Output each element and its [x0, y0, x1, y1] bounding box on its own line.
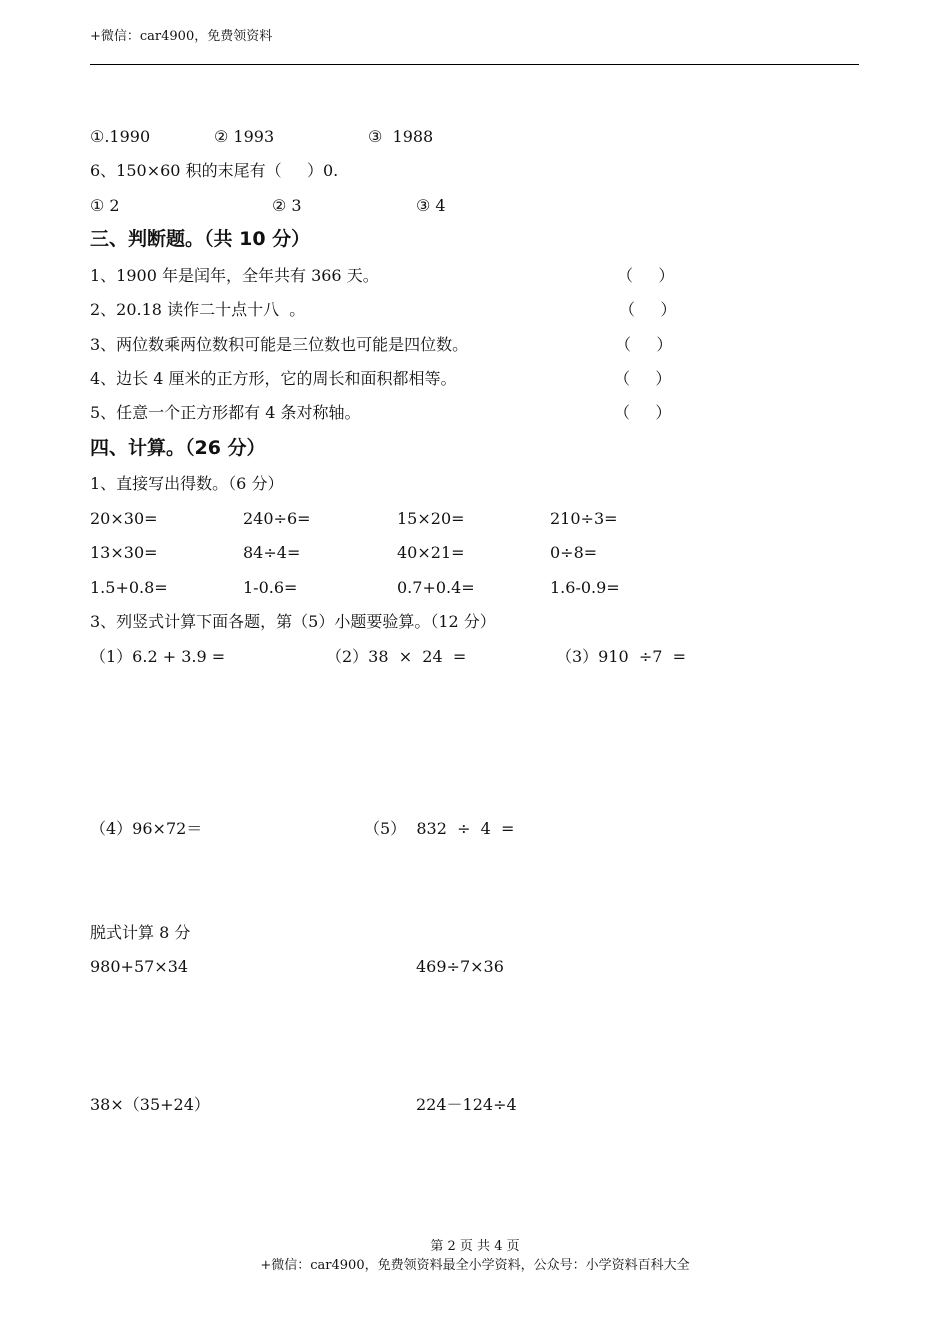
calc-item: 1-0.6=	[243, 578, 298, 597]
judgment-blank-4: （ ）	[614, 369, 672, 388]
calc-item: 240÷6=	[243, 509, 311, 528]
direct-calc-title: 1、直接写出得数。（6 分）	[90, 474, 284, 493]
q5-option-3: ③ 1988	[368, 127, 434, 146]
vertical-item-1: （1）6.2 + 3.9 =	[90, 647, 226, 666]
q6-stem: 6、150×60 积的末尾有（ ）0.	[90, 161, 339, 180]
judgment-blank-1: （ ）	[617, 266, 675, 285]
section4-title: 四、计算。（26 分）	[90, 437, 266, 459]
calc-item: 20×30=	[90, 509, 158, 528]
page-number: 第 2 页 共 4 页	[430, 1239, 520, 1254]
vertical-item-4: （4）96×72＝	[90, 819, 203, 838]
header-divider	[90, 64, 859, 65]
calc-item: 1.6-0.9=	[550, 578, 620, 597]
page-header: +微信：car4900，免费领资料	[90, 29, 273, 44]
judgment-item-1: 1、1900 年是闰年，全年共有 366 天。	[90, 266, 379, 285]
stepwise-item-1: 980+57×34	[90, 957, 189, 976]
vertical-item-3: （3）910 ÷7 =	[556, 647, 687, 666]
q6-option-2: ② 3	[272, 196, 302, 215]
q5-option-1: ①.1990	[90, 127, 151, 146]
judgment-item-5: 5、任意一个正方形都有 4 条对称轴。	[90, 403, 361, 422]
calc-item: 1.5+0.8=	[90, 578, 168, 597]
judgment-item-4: 4、边长 4 厘米的正方形，它的周长和面积都相等。	[90, 369, 457, 388]
stepwise-title: 脱式计算 8 分	[90, 923, 191, 942]
judgment-blank-2: （ ）	[619, 300, 677, 319]
footer-note: +微信：car4900，免费领资料最全小学资料，公众号：小学资料百科大全	[260, 1258, 690, 1273]
section3-title: 三、判断题。（共 10 分）	[90, 228, 311, 250]
judgment-item-2: 2、20.18 读作二十点十八 。	[90, 300, 306, 319]
calc-item: 40×21=	[397, 543, 465, 562]
calc-item: 0÷8=	[550, 543, 598, 562]
calc-item: 210÷3=	[550, 509, 618, 528]
q6-option-1: ① 2	[90, 196, 120, 215]
vertical-item-2: （2）38 × 24 =	[326, 647, 467, 666]
calc-item: 13×30=	[90, 543, 158, 562]
calc-item: 0.7+0.4=	[397, 578, 475, 597]
calc-item: 84÷4=	[243, 543, 301, 562]
q6-option-3: ③ 4	[416, 196, 446, 215]
calc-item: 15×20=	[397, 509, 465, 528]
judgment-blank-3: （ ）	[615, 335, 673, 354]
judgment-blank-5: （ ）	[614, 403, 672, 422]
stepwise-item-3: 38×（35+24）	[90, 1095, 210, 1114]
stepwise-item-4: 224－124÷4	[416, 1095, 517, 1114]
judgment-item-3: 3、两位数乘两位数积可能是三位数也可能是四位数。	[90, 335, 469, 354]
q5-option-2: ② 1993	[214, 127, 275, 146]
vertical-item-5: （5） 832 ÷ 4 =	[364, 819, 515, 838]
vertical-calc-title: 3、列竖式计算下面各题，第（5）小题要验算。（12 分）	[90, 612, 496, 631]
stepwise-item-2: 469÷7×36	[416, 957, 504, 976]
